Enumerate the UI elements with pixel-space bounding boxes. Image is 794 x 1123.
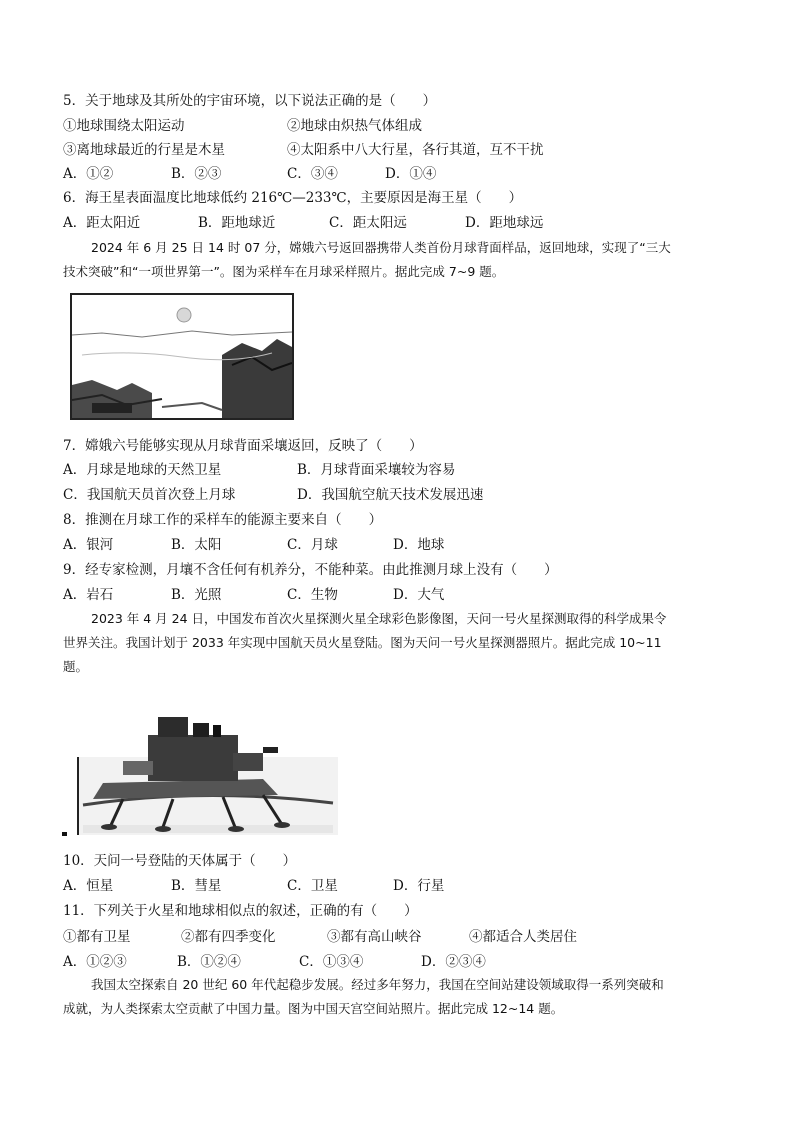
q8-stem: 8．推测在月球工作的采样车的能源主要来自（ ） bbox=[63, 512, 383, 528]
q5-option-d[interactable]: D．①④ bbox=[385, 166, 437, 182]
q5-item-2: ②地球由炽热气体组成 bbox=[287, 118, 422, 134]
q8-option-c[interactable]: C．月球 bbox=[287, 537, 338, 553]
q11-option-c[interactable]: C．①③④ bbox=[299, 954, 364, 970]
passage3-line1: 我国太空探索自 20 世纪 60 年代起稳步发展。经过多年努力，我国在空间站建设领域取得一系列突破和 bbox=[91, 977, 664, 992]
passage-tiangong bbox=[63, 973, 729, 1021]
q5-item-4: ④太阳系中八大行星，各行其道，互不干扰 bbox=[287, 142, 544, 158]
q5-item-3: ③离地球最近的行星是木星 bbox=[63, 142, 225, 158]
q10-option-c[interactable]: C．卫星 bbox=[287, 878, 338, 894]
passage2-line2: 世界关注。我国计划于 2033 年实现中国航天员火星登陆。图为天问一号火星探测器照片。据此完成 10~11 bbox=[63, 635, 662, 650]
q7-option-a[interactable]: A．月球是地球的天然卫星 bbox=[63, 462, 222, 478]
mars-lander-image bbox=[63, 695, 338, 835]
q10-option-b[interactable]: B．彗星 bbox=[171, 878, 222, 894]
passage-tianwen-1 bbox=[63, 607, 729, 679]
q8-option-b[interactable]: B．太阳 bbox=[171, 537, 222, 553]
q5-item-1: ①地球围绕太阳运动 bbox=[63, 118, 185, 134]
q8-option-d[interactable]: D．地球 bbox=[393, 537, 445, 553]
q11-option-a[interactable]: A．①②③ bbox=[63, 954, 127, 970]
q6-stem: 6．海王星表面温度比地球低约 216℃—233℃，主要原因是海王星（ ） bbox=[63, 190, 523, 206]
q10-option-d[interactable]: D．行星 bbox=[393, 878, 445, 894]
q10-option-a[interactable]: A．恒星 bbox=[63, 878, 114, 894]
q5-option-a[interactable]: A．①② bbox=[63, 166, 114, 182]
q8-option-a[interactable]: A．银河 bbox=[63, 537, 114, 553]
q9-option-a[interactable]: A．岩石 bbox=[63, 587, 114, 603]
q11-item-2: ②都有四季变化 bbox=[181, 929, 276, 945]
tianwen-1-probe-photo bbox=[63, 695, 338, 835]
lunar-sampling-photo bbox=[70, 293, 294, 420]
q11-stem: 11．下列关于火星和地球相似点的叙述，正确的有（ ） bbox=[63, 903, 418, 919]
q11-item-1: ①都有卫星 bbox=[63, 929, 131, 945]
q11-item-3: ③都有高山峡谷 bbox=[327, 929, 422, 945]
passage3-line2: 成就，为人类探索太空贡献了中国力量。图为中国天宫空间站照片。据此完成 12~14 题。 bbox=[63, 1001, 564, 1016]
q7-option-c[interactable]: C．我国航天员首次登上月球 bbox=[63, 487, 236, 503]
q10-stem: 10．天问一号登陆的天体属于（ ） bbox=[63, 853, 297, 869]
q5-option-b[interactable]: B．②③ bbox=[171, 166, 222, 182]
q11-option-b[interactable]: B．①②④ bbox=[177, 954, 241, 970]
q6-option-b[interactable]: B．距地球近 bbox=[198, 215, 276, 231]
passage2-line3: 题。 bbox=[63, 659, 89, 674]
q9-stem: 9．经专家检测，月壤不含任何有机养分，不能种菜。由此推测月球上没有（ ） bbox=[63, 562, 558, 578]
passage1-line2: 技术突破”和“一项世界第一”。图为采样车在月球采样照片。据此完成 7~9 题。 bbox=[63, 264, 505, 279]
passage-chang-e-6 bbox=[63, 236, 729, 284]
q7-option-d[interactable]: D．我国航空航天技术发展迅速 bbox=[297, 487, 484, 503]
q6-option-a[interactable]: A．距太阳近 bbox=[63, 215, 141, 231]
q7-stem: 7．嫦娥六号能够实现从月球背面采壤返回，反映了（ ） bbox=[63, 438, 423, 454]
q9-option-c[interactable]: C．生物 bbox=[287, 587, 338, 603]
q11-option-d[interactable]: D．②③④ bbox=[421, 954, 486, 970]
passage2-line1: 2023 年 4 月 24 日，中国发布首次火星探测火星全球彩色影像图，天问一号火星探测取得的科学成果令 bbox=[91, 611, 667, 626]
passage1-line1: 2024 年 6 月 25 日 14 时 07 分，嫦娥六号返回器携带人类首份月球背面样品，返回地球，实现了“三大 bbox=[91, 240, 671, 255]
q5-option-c[interactable]: C．③④ bbox=[287, 166, 338, 182]
q6-option-d[interactable]: D．距地球远 bbox=[465, 215, 544, 231]
q11-item-4: ④都适合人类居住 bbox=[469, 929, 577, 945]
q6-option-c[interactable]: C．距太阳远 bbox=[329, 215, 407, 231]
lunar-landscape-image bbox=[72, 295, 292, 418]
q9-option-b[interactable]: B．光照 bbox=[171, 587, 222, 603]
corner-mark bbox=[62, 832, 67, 836]
q7-option-b[interactable]: B．月球背面采壤较为容易 bbox=[297, 462, 456, 478]
q9-option-d[interactable]: D．大气 bbox=[393, 587, 445, 603]
q5-stem: 5．关于地球及其所处的宇宙环境，以下说法正确的是（ ） bbox=[63, 93, 437, 109]
